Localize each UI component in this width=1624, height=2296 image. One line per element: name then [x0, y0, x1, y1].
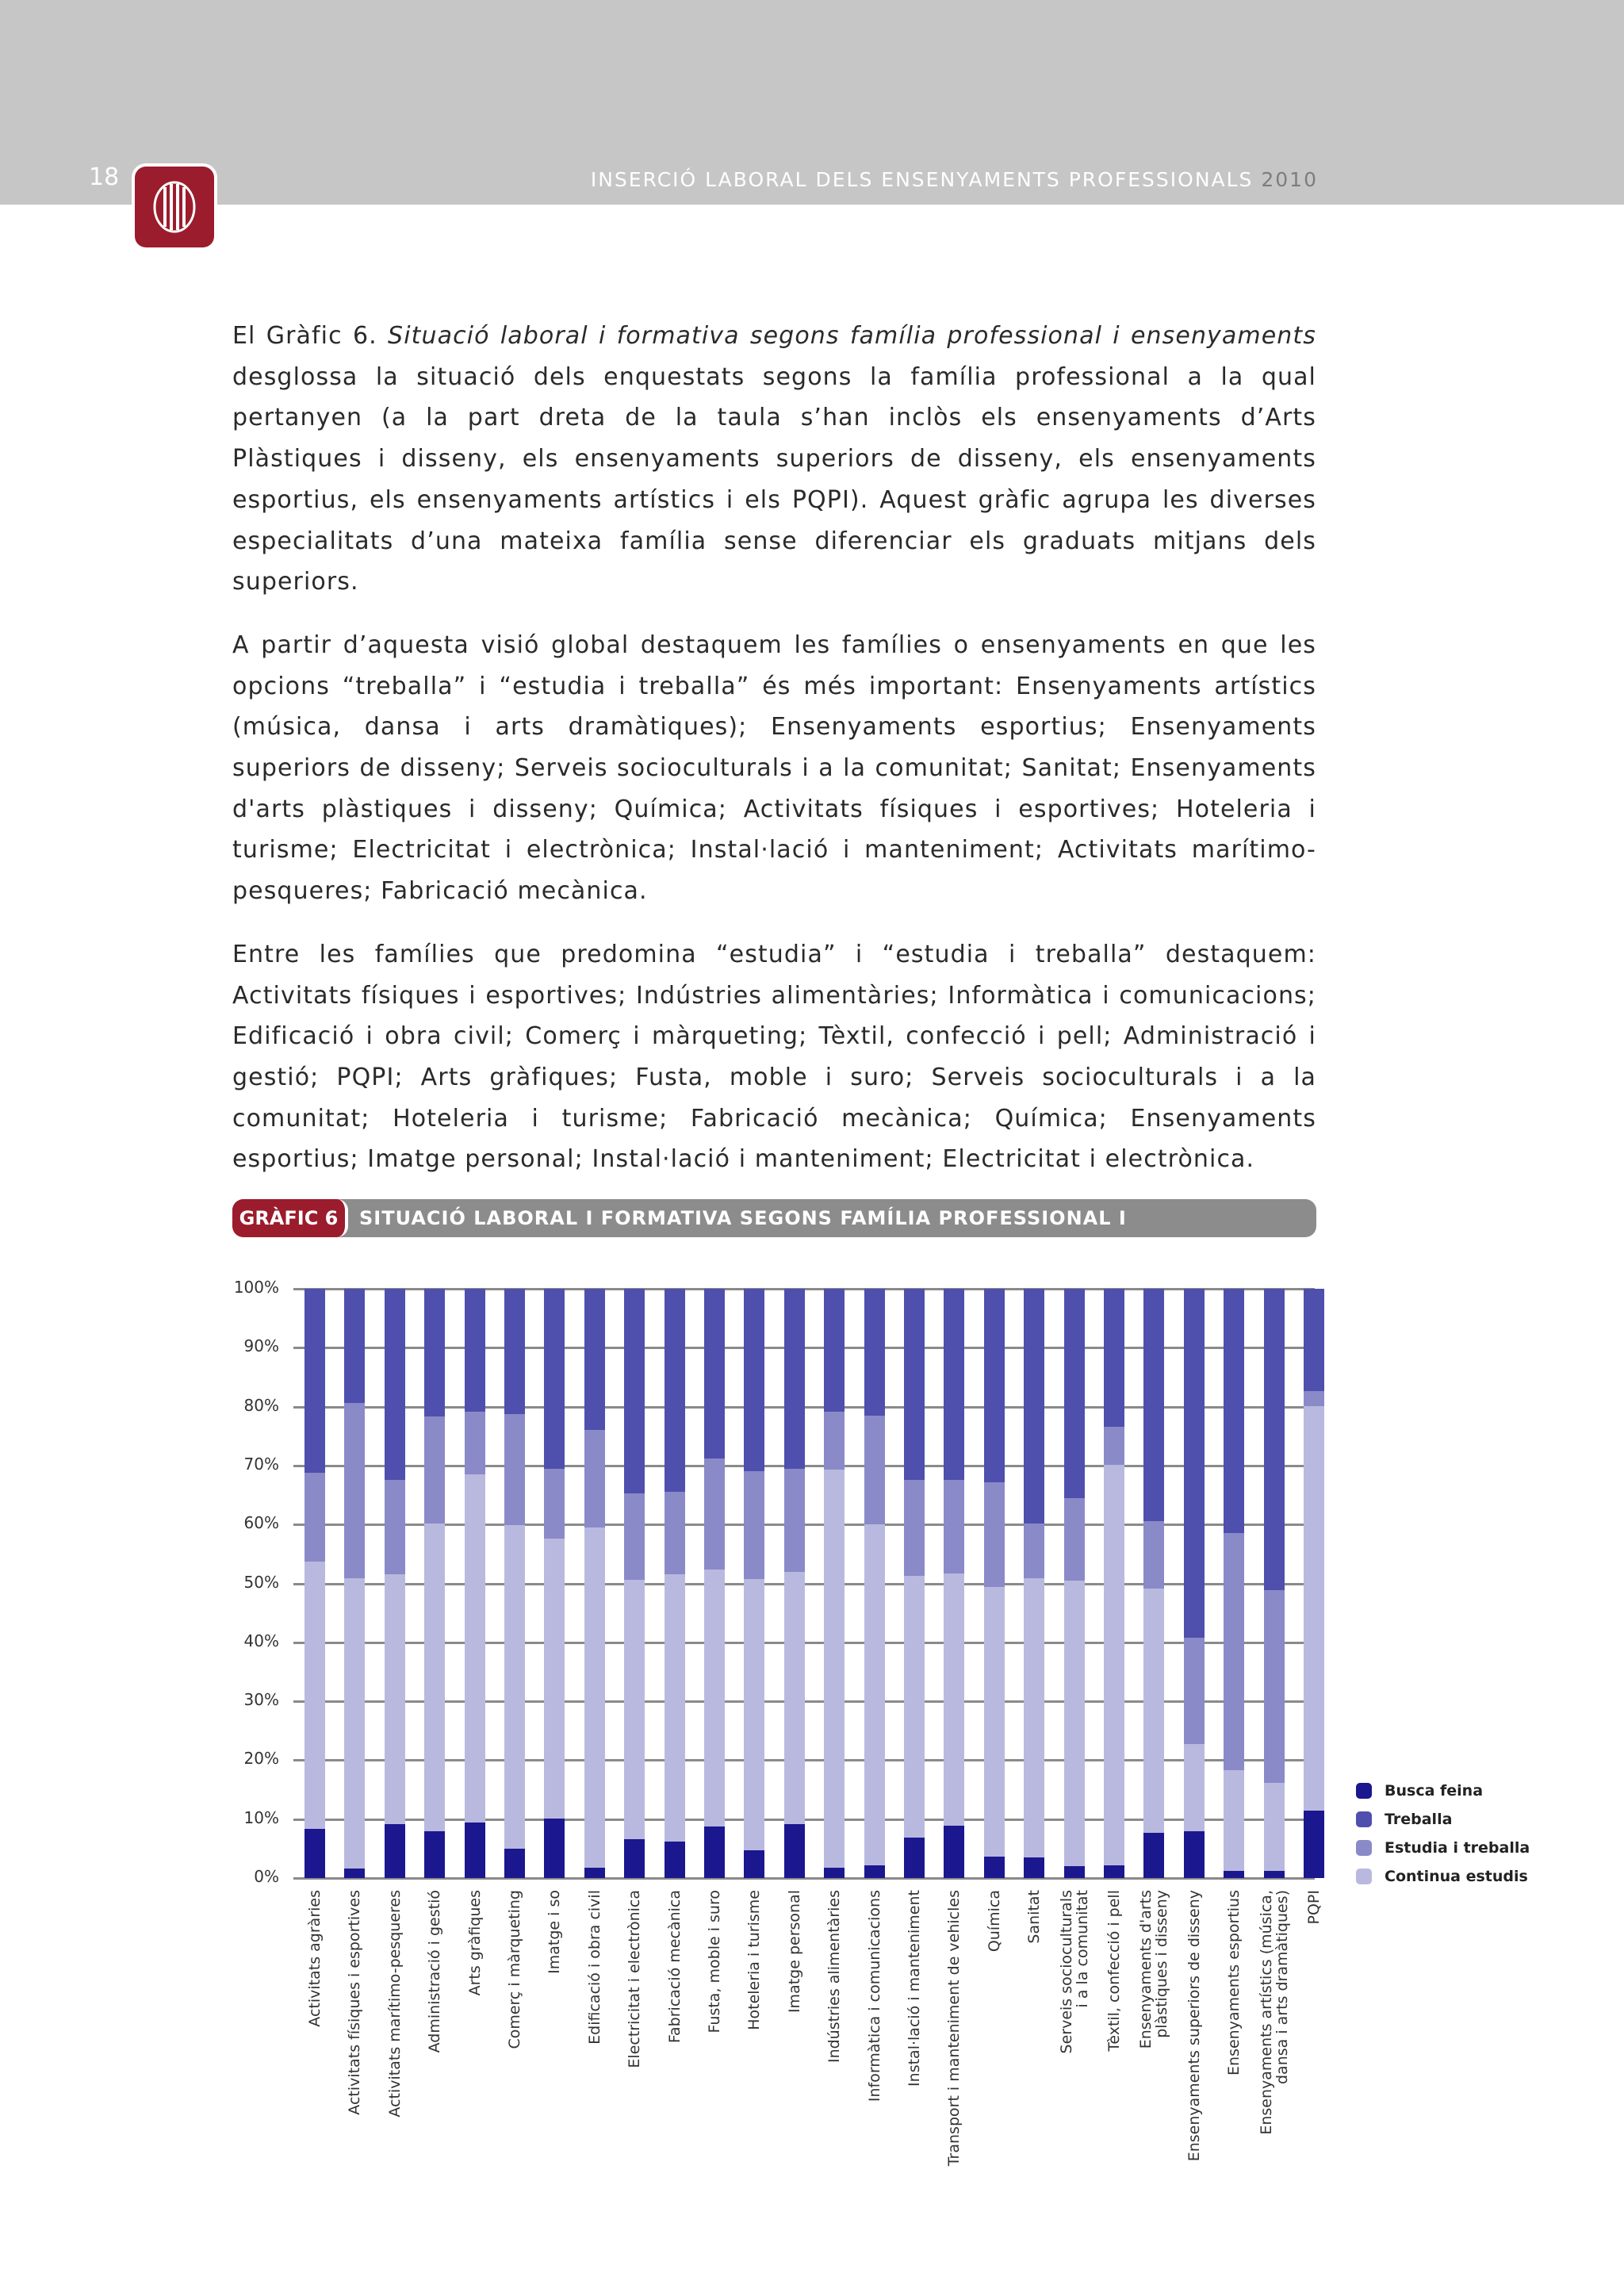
- senyera-emblem-icon: [152, 181, 197, 233]
- bar-segment-continua-estudis: [824, 1470, 845, 1868]
- bar-segment-busca-feina: [944, 1826, 964, 1878]
- x-tick-label: Administració i gestió: [426, 1890, 444, 2053]
- page-number: 18: [89, 163, 120, 191]
- chart-legend: [1356, 1777, 1530, 1891]
- document-title: INSERCIÓ LABORAL DELS ENSENYAMENTS PROFESSIONALS 2010: [590, 168, 1318, 191]
- legend-label: Busca feina: [1385, 1782, 1484, 1800]
- bar-segment-estudia-i-treballa: [864, 1416, 885, 1524]
- y-tick-label: 40%: [243, 1631, 279, 1650]
- bar-segment-busca-feina: [1264, 1871, 1285, 1878]
- bar-segment-continua-estudis: [1024, 1578, 1044, 1857]
- bar-segment-continua-estudis: [424, 1524, 445, 1830]
- bar-segment-continua-estudis: [864, 1524, 885, 1865]
- y-tick-label: 100%: [233, 1278, 279, 1297]
- bar-segment-continua-estudis: [304, 1562, 325, 1829]
- bar-segment-estudia-i-treballa: [1264, 1590, 1285, 1783]
- bar-segment-estudia-i-treballa: [1304, 1391, 1324, 1406]
- x-tick-label: Transport i manteniment de vehicles: [945, 1890, 963, 2167]
- bar-segment-treballa: [1264, 1289, 1285, 1590]
- x-tick-label: Instal·lació i manteniment: [906, 1890, 923, 2087]
- bar-segment-busca-feina: [385, 1824, 405, 1878]
- chart-title: SITUACIÓ LABORAL I FORMATIVA SEGONS FAMÍLIA PROFESSIONAL I ENSENYAMENTS: [359, 1207, 1127, 1267]
- bar-segment-continua-estudis: [344, 1578, 365, 1869]
- bar-segment-treballa: [624, 1289, 645, 1493]
- bar-segment-continua-estudis: [1304, 1406, 1324, 1811]
- bar-segment-continua-estudis: [784, 1572, 805, 1824]
- bar-segment-busca-feina: [624, 1839, 645, 1878]
- bar-segment-treballa: [424, 1289, 445, 1416]
- x-tick-label: Ensenyaments artístics (música, dansa i arts dramàtiques): [1257, 1890, 1291, 2135]
- x-tick-label: Imatge personal: [785, 1890, 803, 2014]
- y-tick-label: 10%: [243, 1807, 279, 1827]
- bar-segment-treballa: [944, 1289, 964, 1480]
- bar-segment-treballa: [744, 1289, 764, 1471]
- y-tick-label: 50%: [243, 1572, 279, 1592]
- bar-segment-continua-estudis: [385, 1574, 405, 1824]
- bar-segment-busca-feina: [1184, 1831, 1205, 1878]
- bar-segment-continua-estudis: [704, 1570, 725, 1826]
- bar-segment-estudia-i-treballa: [385, 1480, 405, 1574]
- bar-segment-estudia-i-treballa: [584, 1430, 605, 1527]
- bar-segment-continua-estudis: [665, 1574, 685, 1842]
- bar-segment-treballa: [584, 1289, 605, 1430]
- x-tick-label: Ensenyaments esportius: [1225, 1890, 1243, 2076]
- bar-segment-treballa: [1104, 1289, 1124, 1427]
- generalitat-logo: [135, 167, 214, 247]
- bar-segment-estudia-i-treballa: [624, 1493, 645, 1580]
- bar-segment-continua-estudis: [1143, 1589, 1164, 1833]
- bar-segment-continua-estudis: [944, 1573, 964, 1826]
- x-tick-label: Electricitat i electrònica: [626, 1890, 644, 2068]
- paragraph-1: El Gràfic 6. Situació laboral i formativa segons família professional i ensenyaments desglossa la situació dels enquestats segons la família professional a la qual pertanyen (a la part dreta de la taula s’han inclòs els ensenyaments d’Arts Plàstiques i disseny, els ensenyaments superiors de disseny, els ensenyaments esportius, els ensenyaments artístics i els PQPI). Aquest gràfic agrupa les diverses especialitats d’una mateixa família sense diferenciar els graduats mitjans dels superiors.: [232, 322, 1316, 596]
- bar-segment-treballa: [665, 1289, 685, 1492]
- chart-tag: GRÀFIC 6: [232, 1199, 348, 1237]
- bar-segment-estudia-i-treballa: [504, 1414, 525, 1525]
- body-text: [232, 316, 1316, 1202]
- bar-segment-busca-feina: [1143, 1833, 1164, 1878]
- bar-segment-treballa: [904, 1289, 925, 1480]
- legend-item: [1356, 1834, 1530, 1862]
- bar-segment-busca-feina: [824, 1868, 845, 1878]
- legend-item: [1356, 1805, 1530, 1834]
- bar-segment-continua-estudis: [1184, 1744, 1205, 1831]
- x-tick-label: Tèxtil, confecció i pell: [1105, 1890, 1123, 2052]
- bar-segment-estudia-i-treballa: [824, 1412, 845, 1470]
- bar-segment-busca-feina: [1224, 1871, 1244, 1878]
- bar-segment-estudia-i-treballa: [1224, 1533, 1244, 1770]
- bar-segment-treballa: [1224, 1289, 1244, 1533]
- bar-segment-continua-estudis: [584, 1527, 605, 1868]
- x-tick-label: Activitats agràries: [306, 1890, 324, 2027]
- bar-segment-estudia-i-treballa: [744, 1471, 764, 1579]
- legend-swatch: [1356, 1783, 1372, 1799]
- bar-segment-estudia-i-treballa: [424, 1416, 445, 1524]
- bar-segment-busca-feina: [984, 1857, 1005, 1878]
- bar-segment-continua-estudis: [1224, 1770, 1244, 1871]
- bar-segment-estudia-i-treballa: [944, 1480, 964, 1573]
- bar-segment-continua-estudis: [1104, 1465, 1124, 1865]
- bar-segment-treballa: [864, 1289, 885, 1416]
- legend-swatch: [1356, 1840, 1372, 1856]
- bar-segment-treballa: [304, 1289, 325, 1473]
- bar-segment-busca-feina: [1024, 1857, 1044, 1878]
- x-tick-label: Comerç i màrqueting: [506, 1890, 523, 2049]
- legend-item: [1356, 1862, 1530, 1891]
- bar-segment-busca-feina: [904, 1838, 925, 1878]
- bar-segment-busca-feina: [424, 1831, 445, 1878]
- y-tick-label: 70%: [243, 1454, 279, 1474]
- x-tick-label: Edificació i obra civil: [585, 1890, 603, 2045]
- x-tick-label: Química: [985, 1890, 1003, 1953]
- bar-segment-estudia-i-treballa: [304, 1473, 325, 1562]
- x-tick-label: Activitats físiques i esportives: [346, 1890, 364, 2115]
- bar-segment-treballa: [385, 1289, 405, 1480]
- bar-segment-treballa: [824, 1289, 845, 1412]
- bar-segment-estudia-i-treballa: [1143, 1521, 1164, 1589]
- bar-segment-treballa: [784, 1289, 805, 1469]
- bar-segment-estudia-i-treballa: [1104, 1427, 1124, 1465]
- bar-segment-treballa: [1064, 1289, 1085, 1498]
- legend-swatch: [1356, 1811, 1372, 1827]
- legend-label: Treballa: [1385, 1811, 1453, 1828]
- y-tick-label: 0%: [254, 1867, 279, 1886]
- x-tick-label: Indústries alimentàries: [825, 1890, 844, 2064]
- paragraph-2: A partir d’aquesta visió global destaquem les famílies o ensenyaments en que les opcions “treballa” i “estudia i treballa” és més important: Ensenyaments artístics (música, dansa i arts dramàtiques); Ensenyaments esportius; Ensenyaments superiors de disseny; Serveis socioculturals i a la comunitat; Sanitat; Ensenyaments d'arts plàstiques i disseny; Química; Activitats físiques i esportives; Hoteleria i turisme; Electricitat i electrònica; Instal·lació i manteniment; Activitats marítimo-pesqueres; Fabricació mecànica.: [232, 631, 1316, 906]
- bar-segment-busca-feina: [1304, 1811, 1324, 1878]
- bar-segment-continua-estudis: [624, 1580, 645, 1839]
- bar-segment-busca-feina: [1104, 1865, 1124, 1878]
- bar-segment-busca-feina: [465, 1823, 485, 1878]
- bar-segment-continua-estudis: [1264, 1783, 1285, 1871]
- bar-segment-estudia-i-treballa: [344, 1403, 365, 1578]
- bar-segment-busca-feina: [1064, 1866, 1085, 1878]
- bar-segment-continua-estudis: [465, 1474, 485, 1823]
- bar-segment-estudia-i-treballa: [704, 1458, 725, 1570]
- bar-segment-treballa: [1304, 1289, 1324, 1391]
- y-tick-label: 90%: [243, 1336, 279, 1356]
- bar-segment-continua-estudis: [904, 1576, 925, 1838]
- y-tick-label: 60%: [243, 1513, 279, 1533]
- bar-segment-estudia-i-treballa: [1024, 1524, 1044, 1577]
- bar-segment-continua-estudis: [744, 1579, 764, 1850]
- y-tick-label: 20%: [243, 1749, 279, 1769]
- bar-segment-estudia-i-treballa: [544, 1469, 565, 1539]
- x-tick-label: PQPI: [1305, 1890, 1323, 1925]
- x-tick-label: Sanitat: [1025, 1890, 1044, 1944]
- bar-segment-busca-feina: [344, 1869, 365, 1878]
- x-tick-label: Activitats marítimo-pesqueres: [385, 1890, 404, 2118]
- x-tick-label: Ensenyaments superiors de disseny: [1185, 1890, 1203, 2162]
- bar-segment-treballa: [1024, 1289, 1044, 1524]
- bar-segment-busca-feina: [784, 1824, 805, 1878]
- bar-segment-estudia-i-treballa: [665, 1492, 685, 1574]
- bar-segment-treballa: [344, 1289, 365, 1403]
- bar-segment-treballa: [984, 1289, 1005, 1482]
- bar-segment-busca-feina: [864, 1865, 885, 1878]
- chart-title-bar: [232, 1199, 1316, 1267]
- paragraph-3: Entre les famílies que predomina “estudia” i “estudia i treballa” destaquem: Activitats físiques i esportives; Indústries alimentàries; Informàtica i comunicacions; Edificació i obra civil; Comerç i màrqueting; Tèxtil, confecció i pell; Administració i gestió; PQPI; Arts gràfiques; Fusta, moble i suro; Serveis socioculturals i a la comunitat; Hoteleria i turisme; Fabricació mecànica; Química; Ensenyaments esportius; Imatge personal; Instal·lació i manteniment; Electricitat i electrònica.: [232, 940, 1316, 1174]
- bar-segment-estudia-i-treballa: [465, 1412, 485, 1474]
- bar-segment-estudia-i-treballa: [784, 1469, 805, 1573]
- y-tick-label: 80%: [243, 1395, 279, 1415]
- bar-segment-estudia-i-treballa: [1064, 1498, 1085, 1581]
- bar-segment-treballa: [704, 1289, 725, 1458]
- bar-segment-continua-estudis: [1064, 1581, 1085, 1866]
- x-tick-label: Hoteleria i turisme: [745, 1890, 764, 2030]
- bar-segment-treballa: [1143, 1289, 1164, 1521]
- bar-segment-busca-feina: [584, 1868, 605, 1878]
- bar-segment-busca-feina: [665, 1842, 685, 1878]
- bar-segment-treballa: [544, 1289, 565, 1469]
- bar-segment-continua-estudis: [544, 1539, 565, 1819]
- x-tick-label: Fabricació mecànica: [665, 1890, 684, 2044]
- bar-segment-treballa: [504, 1289, 525, 1414]
- bar-segment-busca-feina: [544, 1819, 565, 1878]
- legend-label: Estudia i treballa: [1385, 1839, 1530, 1857]
- x-tick-label: Fusta, moble i suro: [706, 1890, 723, 2033]
- x-tick-label: Ensenyaments d'arts plàstiques i disseny: [1137, 1890, 1171, 2049]
- bar-segment-estudia-i-treballa: [984, 1482, 1005, 1587]
- bar-segment-continua-estudis: [504, 1525, 525, 1849]
- legend-label: Continua estudis: [1385, 1868, 1528, 1885]
- bar-segment-estudia-i-treballa: [1184, 1638, 1205, 1744]
- bar-segment-busca-feina: [304, 1829, 325, 1878]
- bar-segment-busca-feina: [744, 1850, 764, 1878]
- x-tick-label: Arts gràfiques: [465, 1890, 484, 1996]
- x-tick-label: Informàtica i comunicacions: [865, 1890, 883, 2102]
- bar-segment-treballa: [1184, 1289, 1205, 1638]
- bar-segment-treballa: [465, 1289, 485, 1412]
- y-tick-label: 30%: [243, 1690, 279, 1710]
- bar-segment-busca-feina: [504, 1849, 525, 1878]
- bar-segment-continua-estudis: [984, 1587, 1005, 1857]
- x-tick-label: Imatge i so: [546, 1890, 564, 1974]
- legend-swatch: [1356, 1869, 1372, 1884]
- bar-segment-busca-feina: [704, 1826, 725, 1878]
- bar-segment-estudia-i-treballa: [904, 1480, 925, 1576]
- x-tick-label: Serveis socioculturals i a la comunitat: [1057, 1890, 1091, 2054]
- legend-item: [1356, 1777, 1530, 1805]
